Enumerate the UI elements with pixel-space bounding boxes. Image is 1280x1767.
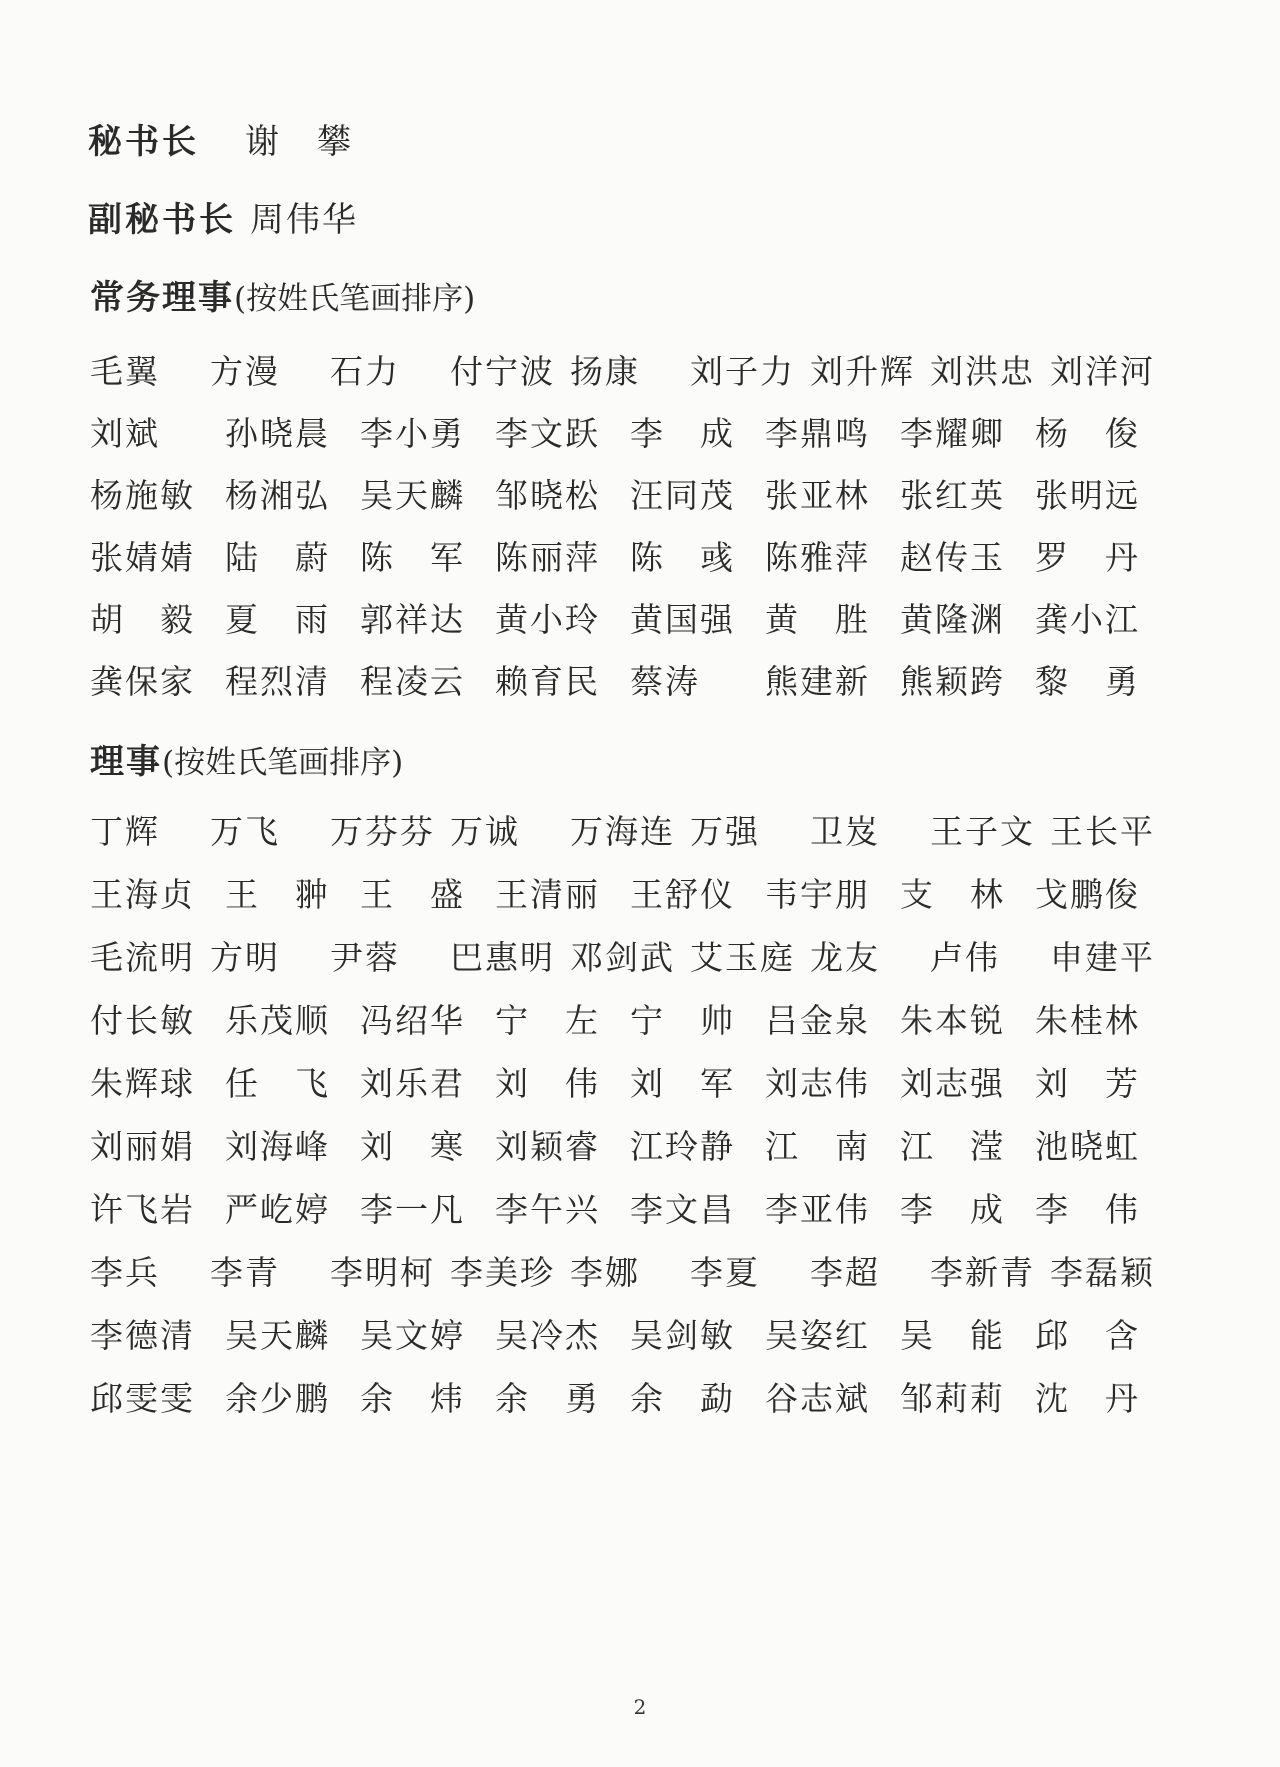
member-name: 刘洪忠 [930,352,1035,391]
member-name: 李鼎鸣 [765,414,870,453]
member-name: 胡 毅 [90,600,195,639]
member-name: 方漫 [210,352,280,391]
council-title: 理事 [90,742,162,782]
member-name: 刘 军 [630,1064,735,1103]
member-name: 付宁波 [450,352,555,391]
member-name: 吴剑敏 [630,1316,735,1355]
member-name: 王清丽 [495,875,600,914]
standing-council-row [90,534,1170,582]
member-name: 李磊颖 [1050,1253,1155,1292]
member-name: 李 伟 [1035,1190,1140,1229]
member-name: 李午兴 [495,1190,600,1229]
standing-council-row [90,472,1170,520]
member-name: 黄隆渊 [900,600,1005,639]
member-name: 陈雅萍 [765,538,870,577]
member-name: 李超 [810,1253,880,1292]
member-name: 韦宇朋 [765,875,870,914]
member-name: 蔡涛 [630,662,700,701]
member-name: 杨施敏 [90,476,195,515]
member-name: 刘丽娟 [90,1127,195,1166]
member-name: 池晓虹 [1035,1127,1140,1166]
member-name: 李耀卿 [900,414,1005,453]
member-name: 申建平 [1050,938,1155,977]
member-name: 余少鹏 [225,1379,330,1418]
member-name: 吴冷杰 [495,1316,600,1355]
deputy-secretary-general-name: 周伟华 [250,200,358,240]
member-name: 吴 能 [900,1316,1005,1355]
member-name: 丁辉 [90,812,160,851]
member-name: 罗 丹 [1035,538,1140,577]
member-name: 李 成 [900,1190,1005,1229]
member-name: 巴惠明 [450,938,555,977]
member-name: 刘志强 [900,1064,1005,1103]
council-row [90,1375,1170,1423]
member-name: 刘海峰 [225,1127,330,1166]
council-row [90,1249,1170,1297]
member-name: 万飞 [210,812,280,851]
member-name: 邓剑武 [570,938,675,977]
member-name: 郭祥达 [360,600,465,639]
member-name: 刘 寒 [360,1127,465,1166]
member-name: 吴天麟 [225,1316,330,1355]
standing-council-note: (按姓氏笔画排序) [234,281,476,317]
member-name: 余 勇 [495,1379,600,1418]
member-name: 陆 蔚 [225,538,330,577]
member-name: 许飞岩 [90,1190,195,1229]
standing-council-row [90,658,1170,706]
member-name: 李明柯 [330,1253,435,1292]
member-name: 沈 丹 [1035,1379,1140,1418]
member-name: 朱桂林 [1035,1001,1140,1040]
member-name: 刘颖睿 [495,1127,600,1166]
secretary-general-title: 秘书长 [88,122,199,162]
member-name: 刘 伟 [495,1064,600,1103]
deputy-secretary-general-title: 副秘书长 [88,200,236,240]
member-name: 支 林 [900,875,1005,914]
member-name: 戈鹏俊 [1035,875,1140,914]
member-name: 刘 芳 [1035,1064,1140,1103]
member-name: 李德清 [90,1316,195,1355]
member-name: 李文跃 [495,414,600,453]
member-name: 李娜 [570,1253,640,1292]
member-name: 刘子力 [690,352,795,391]
member-name: 王海贞 [90,875,195,914]
member-name: 任 飞 [225,1064,330,1103]
standing-council-row [90,348,1170,396]
council-row [90,1123,1170,1171]
standing-council-heading [90,276,475,321]
member-name: 刘斌 [90,414,160,453]
standing-council-title: 常务理事 [90,278,234,318]
member-name: 吕金泉 [765,1001,870,1040]
council-row [90,1186,1170,1234]
member-name: 毛流明 [90,938,195,977]
member-name: 李美珍 [450,1253,555,1292]
member-name: 张亚林 [765,476,870,515]
member-name: 陈 彧 [630,538,735,577]
standing-council-row [90,596,1170,644]
member-name: 张婧婧 [90,538,195,577]
member-name: 李小勇 [360,414,465,453]
member-name: 陈丽萍 [495,538,600,577]
member-name: 熊颖跨 [900,662,1005,701]
member-name: 艾玉庭 [690,938,795,977]
council-heading [90,740,403,785]
member-name: 程烈清 [225,662,330,701]
member-name: 方明 [210,938,280,977]
member-name: 尹蓉 [330,938,400,977]
member-name: 陈 军 [360,538,465,577]
member-name: 孙晓晨 [225,414,330,453]
council-row [90,997,1170,1045]
member-name: 龙友 [810,938,880,977]
deputy-secretary-general-line [88,198,358,242]
member-name: 汪同茂 [630,476,735,515]
secretary-general-name: 谢 攀 [245,122,353,162]
member-name: 龚小江 [1035,600,1140,639]
member-name: 江玲静 [630,1127,735,1166]
member-name: 江 南 [765,1127,870,1166]
member-name: 李新青 [930,1253,1035,1292]
council-row [90,871,1170,919]
member-name: 王 翀 [225,875,330,914]
member-name: 余 勐 [630,1379,735,1418]
member-name: 吴姿红 [765,1316,870,1355]
member-name: 夏 雨 [225,600,330,639]
member-name: 付长敏 [90,1001,195,1040]
member-name: 宁 左 [495,1001,600,1040]
member-name: 万海连 [570,812,675,851]
member-name: 万诚 [450,812,520,851]
member-name: 程凌云 [360,662,465,701]
member-name: 熊建新 [765,662,870,701]
member-name: 黎 勇 [1035,662,1140,701]
member-name: 刘升辉 [810,352,915,391]
member-name: 扬康 [570,352,640,391]
member-name: 黄小玲 [495,600,600,639]
member-name: 赵传玉 [900,538,1005,577]
member-name: 万强 [690,812,760,851]
member-name: 张红英 [900,476,1005,515]
member-name: 张明远 [1035,476,1140,515]
member-name: 李 成 [630,414,735,453]
council-row [90,1060,1170,1108]
member-name: 王 盛 [360,875,465,914]
member-name: 刘洋河 [1050,352,1155,391]
member-name: 卢伟 [930,938,1000,977]
page-number: 2 [633,1695,647,1719]
member-name: 黄国强 [630,600,735,639]
member-name: 江 滢 [900,1127,1005,1166]
secretary-general-line [88,120,353,164]
member-name: 朱本锐 [900,1001,1005,1040]
member-name: 邱 含 [1035,1316,1140,1355]
member-name: 邱雯雯 [90,1379,195,1418]
member-name: 李兵 [90,1253,160,1292]
member-name: 宁 帅 [630,1001,735,1040]
member-name: 邹莉莉 [900,1379,1005,1418]
member-name: 乐茂顺 [225,1001,330,1040]
member-name: 吴天麟 [360,476,465,515]
council-row [90,934,1170,982]
member-name: 刘乐君 [360,1064,465,1103]
standing-council-row [90,410,1170,458]
member-name: 黄 胜 [765,600,870,639]
council-note: (按姓氏笔画排序) [162,745,404,781]
member-name: 杨 俊 [1035,414,1140,453]
member-name: 吴文婷 [360,1316,465,1355]
member-name: 李夏 [690,1253,760,1292]
member-name: 赖育民 [495,662,600,701]
member-name: 王长平 [1050,812,1155,851]
council-row [90,1312,1170,1360]
member-name: 龚保家 [90,662,195,701]
member-name: 李青 [210,1253,280,1292]
member-name: 邹晓松 [495,476,600,515]
member-name: 朱辉球 [90,1064,195,1103]
member-name: 毛翼 [90,352,160,391]
member-name: 李一凡 [360,1190,465,1229]
member-name: 王舒仪 [630,875,735,914]
council-row [90,808,1170,856]
member-name: 谷志斌 [765,1379,870,1418]
member-name: 李文昌 [630,1190,735,1229]
member-name: 王子文 [930,812,1035,851]
member-name: 杨湘弘 [225,476,330,515]
member-name: 刘志伟 [765,1064,870,1103]
member-name: 李亚伟 [765,1190,870,1229]
member-name: 万芬芬 [330,812,435,851]
member-name: 卫岌 [810,812,880,851]
member-name: 石力 [330,352,400,391]
member-name: 冯绍华 [360,1001,465,1040]
member-name: 余 炜 [360,1379,465,1418]
member-name: 严屹婷 [225,1190,330,1229]
